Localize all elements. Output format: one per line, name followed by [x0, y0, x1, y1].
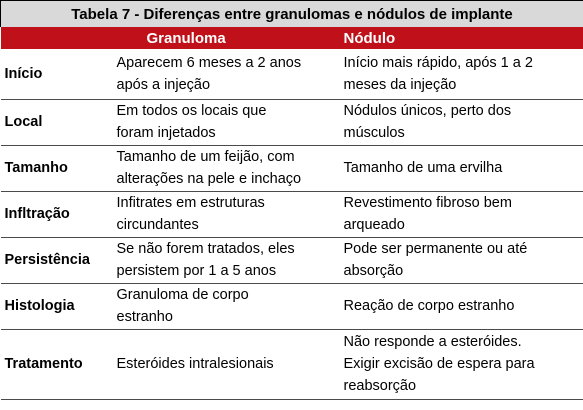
nodulo-cell-line: Pode ser permanente ou até [343, 241, 528, 257]
granuloma-cell-line: Aparecem 6 meses a 2 anos [116, 54, 302, 71]
granuloma-cell-line: foram injetados [116, 125, 216, 141]
granuloma-cell-line: persistem por 1 a 5 anos [116, 263, 277, 279]
nodulo-cell-line: Nódulos únicos, perto dos [343, 103, 512, 119]
table-row [1, 191, 583, 237]
nodulo-cell-line: Exigir excisão de espera para [343, 356, 535, 372]
row-label: Infltração [1, 191, 112, 237]
nodulo-cell-line: arqueado [343, 217, 405, 233]
row-label: Histologia [1, 283, 112, 329]
nodulo-cell [338, 49, 583, 99]
nodulo-cell-line: músculos [343, 125, 405, 141]
row-label: Persistência [1, 237, 112, 283]
nodulo-cell-line: Tamanho de uma ervilha [343, 160, 503, 176]
granuloma-cell [112, 237, 338, 283]
table-row [1, 237, 583, 283]
granuloma-cell [112, 283, 338, 329]
granuloma-cell-line: estranho [116, 309, 173, 325]
nodulo-cell-line: Reação de corpo estranho [343, 298, 515, 314]
nodulo-cell-line: Início mais rápido, após 1 a 2 [343, 54, 533, 71]
granuloma-cell [112, 191, 338, 237]
nodulo-cell-line: reabsorção [343, 378, 417, 394]
nodulo-cell-line: Não responde a esteróides. [343, 334, 522, 350]
granuloma-cell [112, 329, 338, 399]
table-row [1, 329, 583, 399]
nodulo-cell [338, 191, 583, 237]
granuloma-cell [112, 49, 338, 99]
nodulo-cell [338, 329, 583, 399]
granuloma-cell-line: Tamanho de um feijão, com [116, 149, 295, 165]
nodulo-cell-line: Revestimento fibroso bem [343, 195, 512, 211]
nodulo-cell-line: absorção [343, 263, 404, 279]
row-label: Local [1, 99, 112, 145]
granuloma-cell-line: Esteróides intralesionais [116, 356, 274, 372]
granuloma-cell-line: circundantes [116, 217, 199, 233]
header-blank [1, 27, 112, 49]
table-row [1, 145, 583, 191]
granuloma-cell-line: Se não forem tratados, eles [116, 241, 295, 257]
nodulo-cell [338, 99, 583, 145]
granuloma-cell [112, 145, 338, 191]
header-granuloma: Granuloma [112, 27, 338, 49]
header-nodulo: Nódulo [338, 27, 583, 49]
table-title: Tabela 7 - Diferenças entre granulomas e nódulos de implante [1, 1, 583, 28]
row-label: Tamanho [1, 145, 112, 191]
granuloma-cell [112, 99, 338, 145]
row-label: Tratamento [1, 329, 112, 399]
granuloma-cell-line: Em todos os locais que [116, 103, 267, 119]
row-label: Início [1, 49, 112, 99]
table-row [1, 99, 583, 145]
table-row [1, 283, 583, 329]
granuloma-cell-line: Granuloma de corpo [116, 287, 249, 303]
table-header-row [1, 27, 583, 49]
nodulo-cell-line: meses da injeção [343, 76, 457, 93]
nodulo-cell [338, 283, 583, 329]
table-row [1, 49, 583, 99]
nodulo-cell [338, 237, 583, 283]
granuloma-cell-line: após a injeção [116, 76, 211, 93]
table-title-row [1, 1, 583, 28]
granuloma-cell-line: Infitrates em estruturas [116, 195, 265, 211]
nodulo-cell [338, 145, 583, 191]
granuloma-cell-line: alterações na pele e inchaço [116, 171, 302, 187]
